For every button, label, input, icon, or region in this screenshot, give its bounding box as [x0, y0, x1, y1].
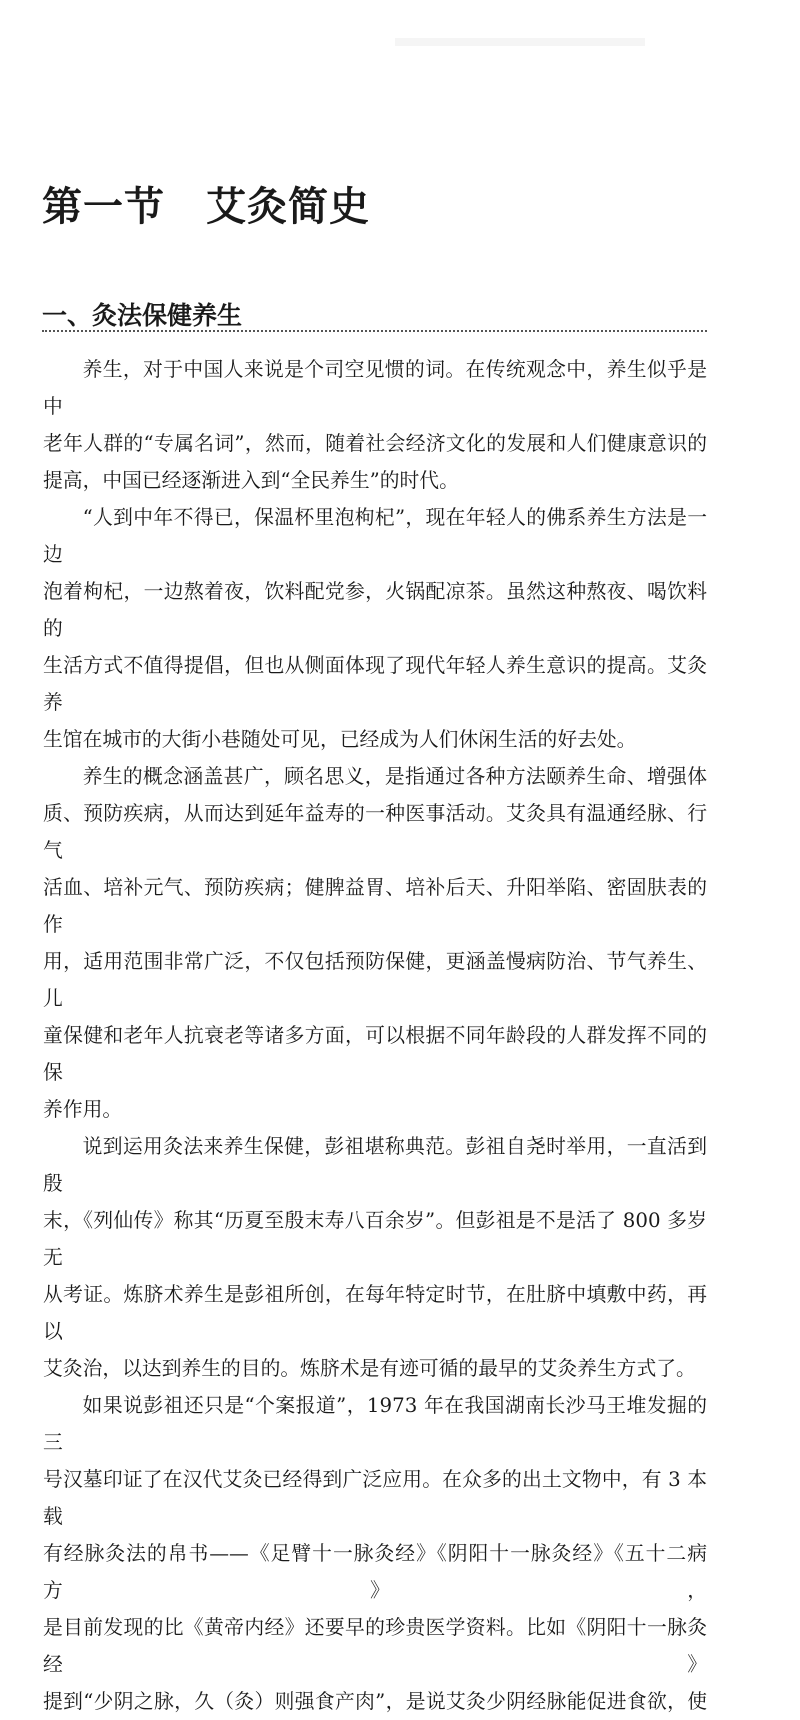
text-line: 说到运用灸法来养生保健，彭祖堪称典范。彭祖自尧时举用，一直活到殷: [43, 1135, 707, 1195]
text-line: “人到中年不得已，保温杯里泡枸杞”，现在年轻人的佛系养生方法是一边: [43, 506, 707, 566]
text-line: 提到“少阴之脉，久（灸）则强食产肉”，是说艾灸少阴经脉能促进食欲，使: [43, 1690, 707, 1713]
text-line: 生活方式不值得提倡，但也从侧面体现了现代年轻人养生意识的提高。艾灸养: [43, 654, 707, 714]
text-line: 活血、培补元气、预防疾病；健脾益胃、培补后天、升阳举陷、密固肤表的作: [43, 876, 707, 936]
text-line: 末，《列仙传》称其“历夏至殷末寿八百余岁”。但彭祖是不是活了 800 多岁无: [43, 1209, 707, 1269]
text-line: 生馆在城市的大街小巷随处可见，已经成为人们休闲生活的好去处。: [43, 728, 637, 751]
text-line: 号汉墓印证了在汉代艾灸已经得到广泛应用。在众多的出土文物中，有 3 本载: [43, 1468, 707, 1528]
section-title: 一、灸法保健养生: [42, 301, 243, 330]
text-line: 泡着枸杞，一边熬着夜，饮料配党参，火锅配凉茶。虽然这种熬夜、喝饮料的: [43, 580, 707, 640]
paragraph: [43, 1128, 707, 1387]
text-line: 质、预防疾病，从而达到延年益寿的一种医事活动。艾灸具有温通经脉、行气: [43, 802, 707, 862]
paragraph: [43, 499, 707, 758]
text-line: 如果说彭祖还只是“个案报道”，1973 年在我国湖南长沙马王堆发掘的三: [43, 1394, 707, 1454]
paragraph: [43, 351, 707, 499]
text-line: 养生，对于中国人来说是个司空见惯的词。在传统观念中，养生似乎是中: [43, 358, 707, 418]
text-line: 艾灸治，以达到养生的目的。炼脐术是有迹可循的最早的艾灸养生方式了。: [43, 1357, 696, 1380]
paragraph: [43, 1387, 707, 1720]
text-line: 是目前发现的比《黄帝内经》还要早的珍贵医学资料。比如《阴阳十一脉灸经》: [43, 1616, 707, 1676]
text-line: 有经脉灸法的帛书——《足臂十一脉灸经》《阴阳十一脉灸经》《五十二病方》，: [43, 1542, 707, 1602]
faint-running-header: [395, 38, 645, 46]
text-line: 养生的概念涵盖甚广，顾名思义，是指通过各种方法颐养生命、增强体: [82, 765, 707, 788]
chapter-title: 第一节 艾灸简史: [42, 183, 370, 230]
text-line: 提高，中国已经逐渐进入到“全民养生”的时代。: [43, 469, 459, 492]
text-line: 童保健和老年人抗衰老等诸多方面，可以根据不同年龄段的人群发挥不同的保: [43, 1024, 707, 1084]
text-line: 用，适用范围非常广泛，不仅包括预防保健，更涵盖慢病防治、节气养生、儿: [43, 950, 707, 1010]
body-text: [43, 351, 707, 1720]
dotted-divider: [42, 330, 707, 332]
text-line: 养作用。: [43, 1098, 123, 1121]
text-line: 老年人群的“专属名词”，然而，随着社会经济文化的发展和人们健康意识的: [43, 432, 707, 455]
text-line: 从考证。炼脐术养生是彭祖所创，在每年特定时节，在肚脐中填敷中药，再以: [43, 1283, 707, 1343]
paragraph: [43, 758, 707, 1128]
